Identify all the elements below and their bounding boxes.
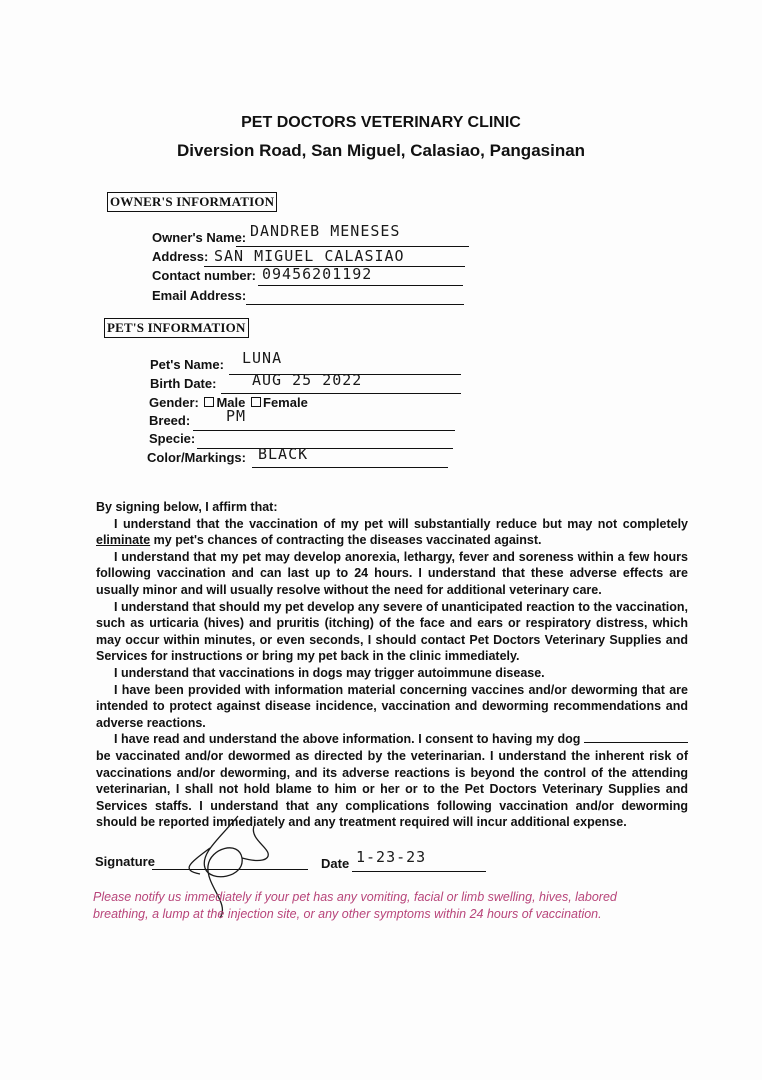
birth-date-value[interactable]: AUG 25 2022 bbox=[252, 371, 363, 389]
email-address-label: Email Address: bbox=[152, 288, 247, 303]
pet-name-label: Pet's Name: bbox=[150, 357, 224, 372]
clinic-address: Diversion Road, San Miguel, Calasiao, Pangasinan bbox=[176, 141, 586, 160]
clinic-name: PET DOCTORS VETERINARY CLINIC bbox=[241, 114, 521, 131]
breed-line bbox=[193, 430, 455, 431]
pet-name-value[interactable]: LUNA bbox=[242, 349, 283, 367]
gender-label: Gender: bbox=[149, 395, 199, 410]
dog-name-blank[interactable] bbox=[584, 732, 688, 743]
pets-information-label: PET'S INFORMATION bbox=[104, 318, 249, 338]
breed-label: Breed: bbox=[149, 413, 191, 428]
owner-name-value[interactable]: DANDREB MENESES bbox=[250, 222, 401, 240]
consent-p6-line-a: I have read and understand the above information. I consent to having my dog bbox=[114, 732, 581, 747]
consent-p1-rest: my pet's chances of contracting the diseases vaccinated against. bbox=[150, 533, 542, 548]
consent-p1-underlined: eliminate bbox=[96, 533, 151, 548]
contact-number-label: Contact number: bbox=[152, 268, 256, 283]
specie-line bbox=[197, 448, 453, 449]
signature-label: Signature bbox=[95, 854, 155, 869]
contact-number-value[interactable]: 09456201192 bbox=[262, 265, 373, 283]
email-address-line bbox=[246, 304, 464, 305]
color-markings-label: Color/Markings: bbox=[147, 450, 246, 465]
gender-male-checkbox[interactable] bbox=[204, 397, 214, 407]
birth-date-label: Birth Date: bbox=[150, 376, 217, 391]
specie-label: Specie: bbox=[149, 431, 196, 446]
consent-paragraph-3: I understand that should my pet develop any severe of unanticipated reaction to the vaccination, such as urticaria (hives) and pruritis (itching) of the face and ears or respiratory distress, which may occur within minutes, or even seconds, I should contact Pet Doctors Veterinary Supplies and Services for instructions or bring my pet back in the clinic immediately. bbox=[96, 599, 688, 664]
gender-female-label: Female bbox=[263, 395, 308, 410]
gender-male-label: Male bbox=[216, 395, 246, 410]
owner-name-label: Owner's Name: bbox=[152, 230, 247, 245]
address-value[interactable]: SAN MIGUEL CALASIAO bbox=[214, 247, 405, 265]
date-value[interactable]: 1-23-23 bbox=[356, 848, 427, 866]
color-markings-value[interactable]: BLACK bbox=[258, 445, 309, 463]
date-label: Date bbox=[321, 856, 350, 871]
consent-text bbox=[96, 499, 688, 831]
consent-paragraph-5: I have been provided with information material concerning vaccines and/or deworming that are intended to protect against disease incidence, vaccination and deworming recommendations and adverse reactions. bbox=[96, 682, 688, 730]
consent-p6-rest: be vaccinated and/or dewormed as directed by the veterinarian. I understand the inherent risk of vaccinations and/or deworming, and its adverse reactions is beyond the control of the attending veterinarian, I shall not hold blame to him or her or to the Pet Doctors Veterinary Supplies and Services staffs. I understand that any complications following vaccination and/or deworming should be reported immediately and any treatment required will incur additional expense. bbox=[96, 748, 688, 830]
gender-female-checkbox[interactable] bbox=[251, 397, 261, 407]
consent-paragraph-1 bbox=[96, 516, 688, 549]
consent-p1-line-a: I understand that the vaccination of my pet will substantially reduce but may not completely bbox=[114, 516, 688, 531]
date-line bbox=[352, 871, 486, 872]
owners-information-label: OWNER'S INFORMATION bbox=[107, 192, 277, 212]
contact-number-line bbox=[258, 285, 463, 286]
address-label: Address: bbox=[152, 249, 209, 264]
color-markings-line bbox=[252, 467, 448, 468]
consent-paragraph-4: I understand that vaccinations in dogs may trigger autoimmune disease. bbox=[114, 665, 545, 680]
footer-notice: Please notify us immediately if your pet has any vomiting, facial or limb swelling, hives, labored breathing, a lump at the injection site, or any other symptoms within 24 hours of vaccination. bbox=[93, 890, 617, 921]
breed-value[interactable]: PM bbox=[226, 407, 247, 425]
consent-intro: By signing below, I affirm that: bbox=[96, 500, 278, 514]
consent-paragraph-2: I understand that my pet may develop anorexia, lethargy, fever and soreness within a few hours following vaccination and can last up to 24 hours. I understand that these adverse effects are usually minor and will usually resolve without the need for additional veterinary care. bbox=[96, 549, 688, 597]
birth-date-line bbox=[221, 393, 461, 394]
